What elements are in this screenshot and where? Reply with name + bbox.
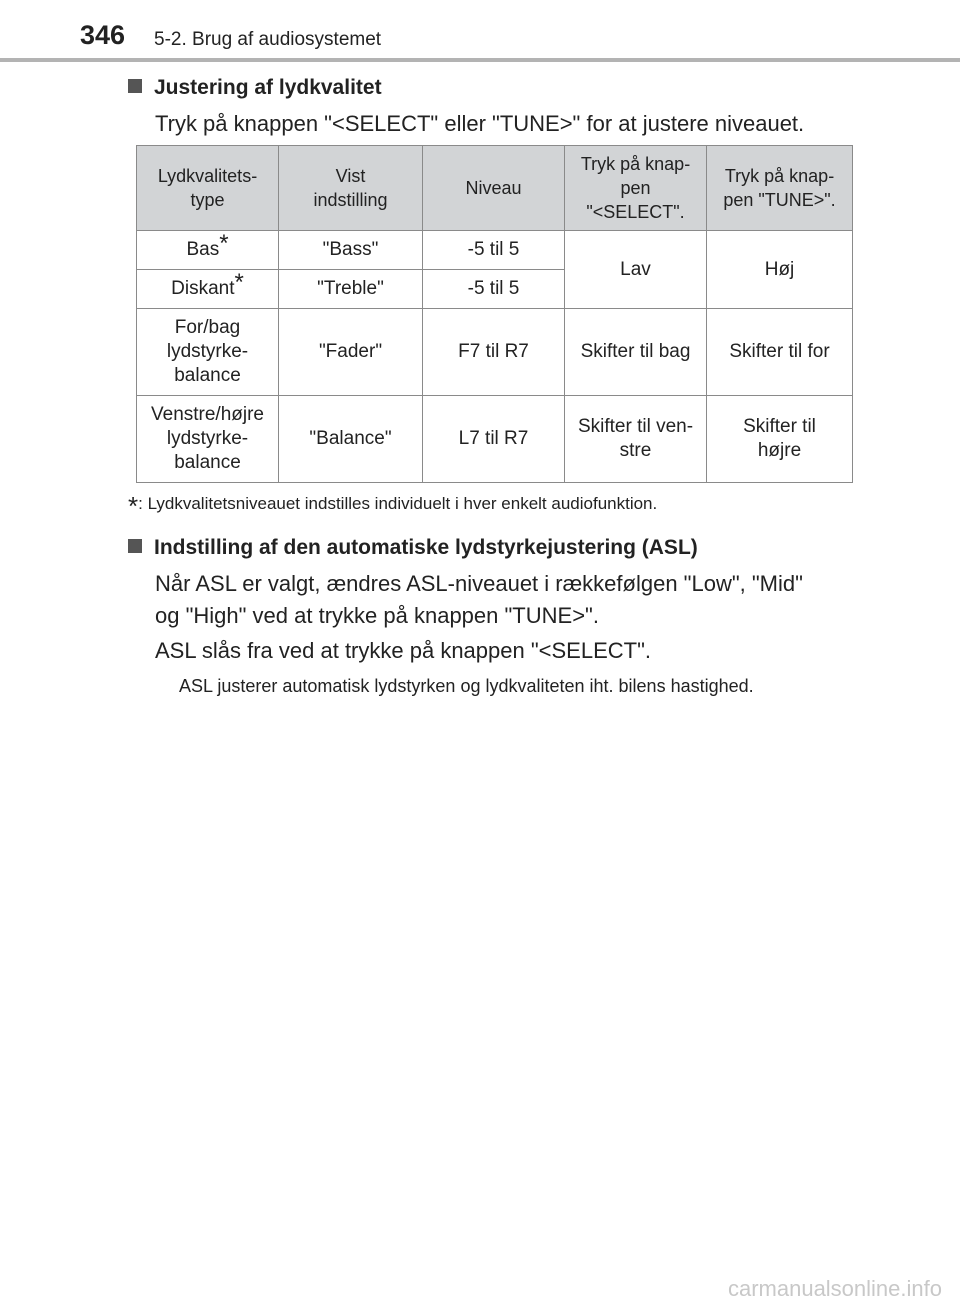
footnote-asterisk: * [128,491,139,521]
cell-type: Diskant* [137,270,279,309]
table-row [137,396,853,483]
chapter-title: 5-2. Brug af audiosystemet [154,29,382,50]
cell-level: L7 til R7 [423,396,565,483]
table-row [137,231,853,270]
cell-display: "Fader" [279,309,423,396]
watermark: carmanualsonline.info [727,1276,942,1301]
cell-type: Bas* [137,231,279,270]
section-heading-sound-quality [128,76,382,100]
footnote-text: : Lydkvalitetsniveauet indstilles individuelt i hver enkelt audiofunktion. [138,494,658,513]
asterisk-mark: * [219,230,229,257]
table-footnote [128,491,658,521]
intro-paragraph: Tryk på knappen "<SELECT" eller "TUNE>" for at justere niveauet. [155,111,805,136]
cell-display: "Bass" [279,231,423,270]
header-cell-type: Lydkvalitets- type [137,146,279,231]
table-row [137,309,853,396]
cell-select-merged: Lav [565,231,707,309]
page-header [0,0,960,62]
cell-level: F7 til R7 [423,309,565,396]
asterisk-mark: * [234,269,244,296]
square-bullet-icon [128,79,142,93]
page-number: 346 [80,20,126,50]
section-heading-text: Justering af lydkvalitet [154,76,382,99]
cell-type: Venstre/højre lydstyrke- balance [137,396,279,483]
cell-level: -5 til 5 [423,231,565,270]
header-cell-level: Niveau [423,146,565,231]
square-bullet-icon [128,539,142,553]
asl-paragraph-line-1: Når ASL er valgt, ændres ASL-niveauet i rækkefølgen "Low", "Mid" [155,571,803,596]
cell-display: "Treble" [279,270,423,309]
cell-select: Skifter til bag [565,309,707,396]
section-heading-asl [128,536,698,560]
header-rule [0,58,960,62]
asl-note: ASL justerer automatisk lydstyrken og lydkvaliteten iht. bilens hastighed. [179,676,754,696]
sound-quality-table [136,145,853,483]
header-cell-tune: Tryk på knap- pen "TUNE>". [707,146,853,231]
header-cell-display: Vist indstilling [279,146,423,231]
cell-tune: Skifter til højre [707,396,853,483]
cell-select: Skifter til ven- stre [565,396,707,483]
cell-tune-merged: Høj [707,231,853,309]
cell-tune: Skifter til for [707,309,853,396]
asl-paragraph-line-2: og "High" ved at trykke på knappen "TUNE>". [155,603,599,628]
asl-off-paragraph: ASL slås fra ved at trykke på knappen "<SELECT". [155,638,651,663]
cell-type: For/bag lydstyrke- balance [137,309,279,396]
section-heading-text: Indstilling af den automatiske lydstyrkejustering (ASL) [154,536,698,559]
cell-level: -5 til 5 [423,270,565,309]
cell-display: "Balance" [279,396,423,483]
table-header-row [137,146,853,231]
header-cell-select: Tryk på knap- pen "<SELECT". [565,146,707,231]
